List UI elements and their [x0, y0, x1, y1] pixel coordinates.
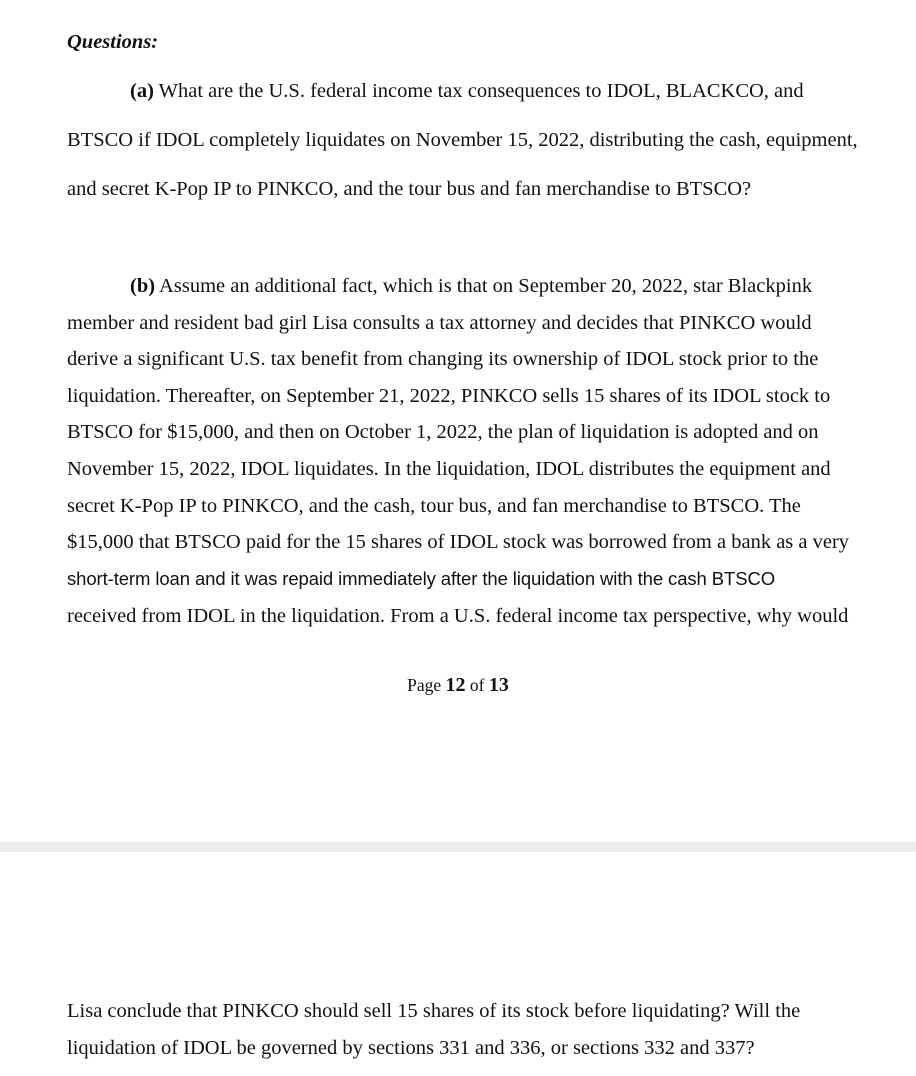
questions-heading: Questions:	[67, 31, 159, 53]
current-page-number: 12	[445, 674, 466, 696]
question-b-line-2: member and resident bad girl Lisa consults a tax attorney and decides that PINKCO would	[67, 312, 812, 334]
question-a-line-1: (a) What are the U.S. federal income tax consequences to IDOL, BLACKCO, and	[130, 80, 804, 102]
question-b-label: (b)	[130, 275, 156, 297]
question-b-line-7: secret K-Pop IP to PINKCO, and the cash, tour bus, and fan merchandise to BTSCO. The	[67, 495, 801, 517]
question-b-line-4: liquidation. Thereafter, on September 21, 2022, PINKCO sells 15 shares of its IDOL stock to	[67, 385, 831, 407]
question-b-continued-line-2: liquidation of IDOL be governed by sections 331 and 336, or sections 332 and 337?	[67, 1037, 755, 1059]
page-separator	[0, 842, 916, 852]
question-b-line-5: BTSCO for $15,000, and then on October 1, 2022, the plan of liquidation is adopted and on	[67, 421, 819, 443]
document-page-13	[0, 852, 916, 1076]
question-b-line-1: (b) Assume an additional fact, which is that on September 20, 2022, star Blackpink	[130, 275, 813, 297]
question-b-line-6: November 15, 2022, IDOL liquidates. In the liquidation, IDOL distributes the equipment and	[67, 458, 831, 480]
question-b-line-9: short-term loan and it was repaid immediately after the liquidation with the cash BTSCO	[67, 568, 775, 589]
question-a-line-3: and secret K-Pop IP to PINKCO, and the tour bus and fan merchandise to BTSCO?	[67, 178, 752, 200]
page-footer: Page 12 of 13	[407, 674, 509, 696]
question-b-continued-line-1: Lisa conclude that PINKCO should sell 15 shares of its stock before liquidating? Will the	[67, 1000, 801, 1022]
question-a-line-2: BTSCO if IDOL completely liquidates on November 15, 2022, distributing the cash, equipment,	[67, 129, 858, 151]
question-b-line-10: received from IDOL in the liquidation. From a U.S. federal income tax perspective, why would	[67, 605, 849, 627]
total-pages-number: 13	[488, 674, 509, 696]
question-b-line-3: derive a significant U.S. tax benefit from changing its ownership of IDOL stock prior to the	[67, 348, 819, 370]
question-b-line-8: $15,000 that BTSCO paid for the 15 shares of IDOL stock was borrowed from a bank as a very	[67, 531, 850, 553]
question-a-label: (a)	[130, 80, 154, 102]
